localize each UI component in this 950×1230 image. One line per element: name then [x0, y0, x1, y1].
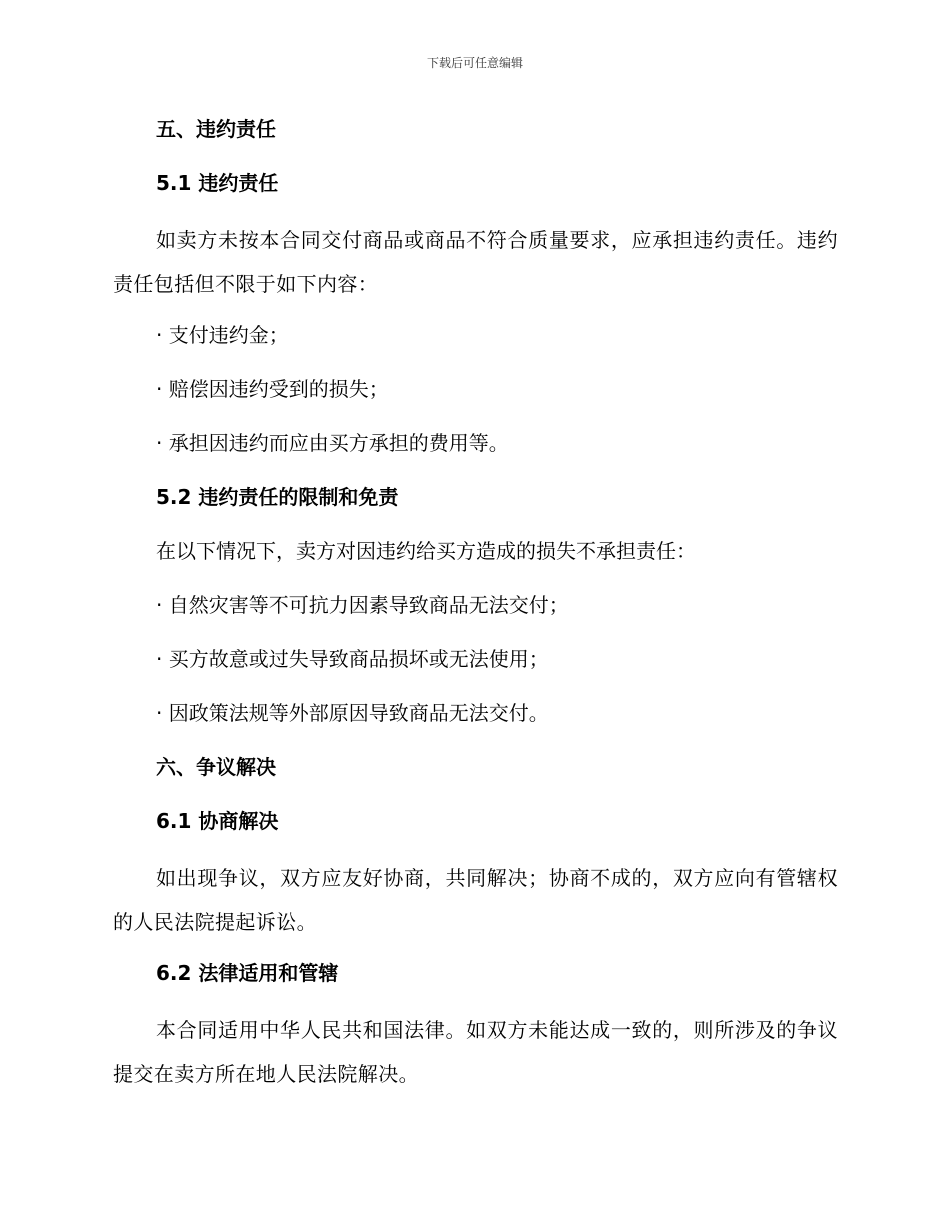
- page-header: 下载后可任意编辑: [426, 56, 523, 70]
- document-body: [113, 110, 838, 1106]
- section-6-2-heading: 6.2 法律适用和管辖: [156, 961, 339, 985]
- section-5-2-heading: 5.2 违约责任的限制和免责: [156, 485, 399, 509]
- list-item: · 支付违约金；: [156, 323, 289, 347]
- section-5-heading: 五、违约责任: [156, 117, 276, 141]
- section-6-2-paragraph: 本合同适用中华人民共和国法律。如双方未能达成一致的，则所涉及的争议提交在卖方所在地人民法院解决。: [113, 1018, 838, 1086]
- list-item: · 因政策法规等外部原因导致商品无法交付。: [156, 701, 549, 725]
- section-5-1-paragraph: 如卖方未按本合同交付商品或商品不符合质量要求，应承担违约责任。违约责任包括但不限于如下内容：: [113, 228, 838, 296]
- list-item: · 承担因违约而应由买方承担的费用等。: [156, 431, 509, 455]
- list-item: · 自然灾害等不可抗力因素导致商品无法交付；: [156, 593, 569, 617]
- section-6-heading: 六、争议解决: [156, 755, 276, 779]
- section-5-1-heading: 5.1 违约责任: [156, 171, 279, 195]
- list-item: · 赔偿因违约受到的损失；: [156, 377, 389, 401]
- section-6-1-paragraph: 如出现争议，双方应友好协商，共同解决；协商不成的，双方应向有管辖权的人民法院提起诉讼。: [113, 866, 838, 934]
- section-5-2-paragraph: 在以下情况下，卖方对因违约给买方造成的损失不承担责任：: [156, 539, 696, 563]
- list-item: · 买方故意或过失导致商品损坏或无法使用；: [156, 647, 549, 671]
- section-6-1-heading: 6.1 协商解决: [156, 809, 279, 833]
